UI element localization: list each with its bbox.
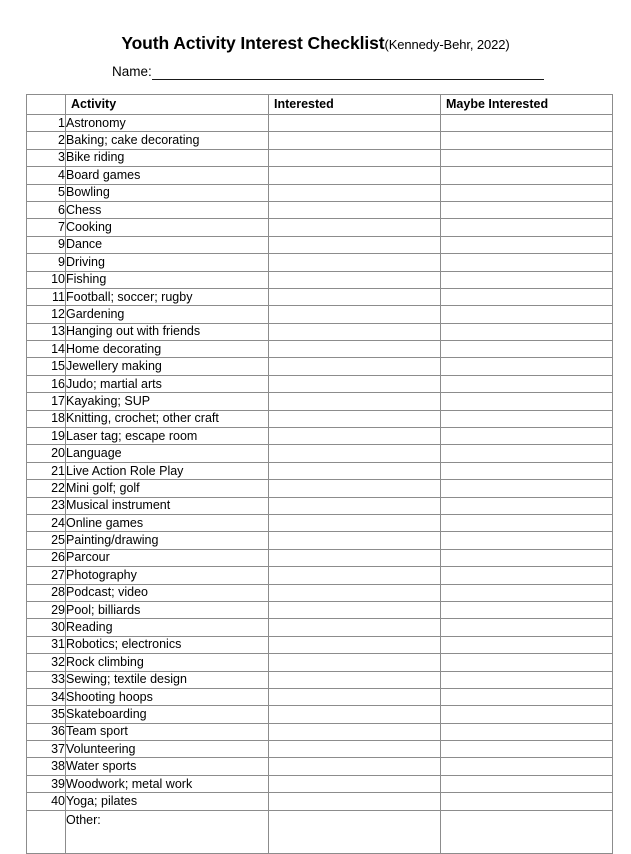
row-number: 18 (27, 410, 66, 427)
interested-checkbox-cell[interactable] (269, 532, 441, 549)
interested-checkbox-cell[interactable] (269, 271, 441, 288)
row-number: 11 (27, 288, 66, 305)
row-number: 33 (27, 671, 66, 688)
maybe-interested-checkbox-cell[interactable] (441, 584, 613, 601)
activity-name: Dance (66, 236, 269, 253)
maybe-interested-checkbox-cell[interactable] (441, 115, 613, 132)
activity-name: Photography (66, 567, 269, 584)
activity-name: Bowling (66, 184, 269, 201)
activity-name: Mini golf; golf (66, 480, 269, 497)
interested-checkbox-cell[interactable] (269, 115, 441, 132)
maybe-interested-checkbox-cell[interactable] (441, 601, 613, 618)
row-number: 13 (27, 323, 66, 340)
row-number: 19 (27, 428, 66, 445)
row-number: 17 (27, 393, 66, 410)
row-number: 6 (27, 201, 66, 218)
row-number: 27 (27, 567, 66, 584)
row-number: 28 (27, 584, 66, 601)
row-number: 22 (27, 480, 66, 497)
maybe-interested-checkbox-cell[interactable] (441, 271, 613, 288)
interested-checkbox-cell[interactable] (269, 201, 441, 218)
table-row (27, 393, 613, 410)
table-row (27, 132, 613, 149)
activity-name: Podcast; video (66, 584, 269, 601)
maybe-interested-checkbox-cell[interactable] (441, 706, 613, 723)
activity-name: Volunteering (66, 741, 269, 758)
interested-checkbox-cell[interactable] (269, 254, 441, 271)
column-header-interested: Interested (269, 95, 441, 115)
table-body (27, 115, 613, 854)
row-number: 35 (27, 706, 66, 723)
table-row (27, 410, 613, 427)
table-row (27, 184, 613, 201)
row-number: 12 (27, 306, 66, 323)
activity-name: Board games (66, 167, 269, 184)
maybe-interested-checkbox-cell[interactable] (441, 532, 613, 549)
activity-name: Online games (66, 514, 269, 531)
maybe-interested-checkbox-cell[interactable] (441, 671, 613, 688)
maybe-interested-checkbox-cell[interactable] (441, 167, 613, 184)
row-number: 32 (27, 654, 66, 671)
row-number (27, 810, 66, 853)
maybe-interested-checkbox-cell[interactable] (441, 688, 613, 705)
interested-checkbox-cell[interactable] (269, 480, 441, 497)
interested-checkbox-cell[interactable] (269, 219, 441, 236)
maybe-interested-checkbox-cell[interactable] (441, 219, 613, 236)
row-number: 1 (27, 115, 66, 132)
maybe-interested-checkbox-cell[interactable] (441, 775, 613, 792)
table-row (27, 741, 613, 758)
interested-checkbox-cell[interactable] (269, 601, 441, 618)
table-row (27, 619, 613, 636)
row-number: 37 (27, 741, 66, 758)
table-row (27, 723, 613, 740)
interested-checkbox-cell[interactable] (269, 497, 441, 514)
maybe-interested-checkbox-cell[interactable] (441, 323, 613, 340)
maybe-interested-checkbox-cell[interactable] (441, 514, 613, 531)
table-row (27, 584, 613, 601)
maybe-interested-checkbox-cell[interactable] (441, 288, 613, 305)
row-number: 23 (27, 497, 66, 514)
table-row (27, 201, 613, 218)
interested-checkbox-cell[interactable] (269, 341, 441, 358)
row-number: 29 (27, 601, 66, 618)
table-row (27, 775, 613, 792)
interested-checkbox-cell[interactable] (269, 358, 441, 375)
row-number: 26 (27, 549, 66, 566)
activity-name: Jewellery making (66, 358, 269, 375)
activity-name: Rock climbing (66, 654, 269, 671)
row-number: 2 (27, 132, 66, 149)
maybe-interested-checkbox-cell[interactable] (441, 758, 613, 775)
maybe-interested-checkbox-cell[interactable] (441, 723, 613, 740)
table-row (27, 758, 613, 775)
name-field-row (112, 64, 544, 80)
activity-name: Live Action Role Play (66, 462, 269, 479)
maybe-interested-checkbox-cell[interactable] (441, 201, 613, 218)
row-number: 25 (27, 532, 66, 549)
activity-name: Water sports (66, 758, 269, 775)
interested-checkbox-cell[interactable] (269, 654, 441, 671)
maybe-interested-checkbox-cell[interactable] (441, 236, 613, 253)
activity-name: Musical instrument (66, 497, 269, 514)
interested-checkbox-cell[interactable] (269, 323, 441, 340)
table-row (27, 567, 613, 584)
table-header (27, 95, 613, 115)
row-number: 36 (27, 723, 66, 740)
row-number: 7 (27, 219, 66, 236)
activity-name: Home decorating (66, 341, 269, 358)
activity-name: Sewing; textile design (66, 671, 269, 688)
interested-checkbox-cell[interactable] (269, 149, 441, 166)
table-row (27, 793, 613, 810)
maybe-interested-checkbox-cell[interactable] (441, 375, 613, 392)
interested-checkbox-cell[interactable] (269, 567, 441, 584)
table-row (27, 688, 613, 705)
interested-checkbox-cell[interactable] (269, 236, 441, 253)
interested-checkbox-cell[interactable] (269, 132, 441, 149)
row-number: 4 (27, 167, 66, 184)
activity-name: Judo; martial arts (66, 375, 269, 392)
table-row (27, 306, 613, 323)
maybe-interested-checkbox-cell[interactable] (441, 410, 613, 427)
page-title (0, 33, 631, 54)
table-row (27, 480, 613, 497)
table-row (27, 271, 613, 288)
maybe-interested-checkbox-cell[interactable] (441, 428, 613, 445)
row-number: 20 (27, 445, 66, 462)
row-number: 3 (27, 149, 66, 166)
interested-checkbox-cell[interactable] (269, 636, 441, 653)
table-row (27, 671, 613, 688)
row-number: 31 (27, 636, 66, 653)
table-row (27, 341, 613, 358)
activity-name: Baking; cake decorating (66, 132, 269, 149)
maybe-interested-checkbox-cell[interactable] (441, 793, 613, 810)
interested-checkbox-cell[interactable] (269, 584, 441, 601)
interested-checkbox-cell[interactable] (269, 671, 441, 688)
maybe-interested-checkbox-cell[interactable] (441, 497, 613, 514)
interested-checkbox-cell[interactable] (269, 810, 441, 853)
activity-name: Laser tag; escape room (66, 428, 269, 445)
interested-checkbox-cell[interactable] (269, 445, 441, 462)
activity-name: Fishing (66, 271, 269, 288)
interested-checkbox-cell[interactable] (269, 793, 441, 810)
row-number: 38 (27, 758, 66, 775)
checklist-table (26, 94, 613, 854)
maybe-interested-checkbox-cell[interactable] (441, 549, 613, 566)
table-row (27, 428, 613, 445)
interested-checkbox-cell[interactable] (269, 514, 441, 531)
interested-checkbox-cell[interactable] (269, 288, 441, 305)
activity-name: Woodwork; metal work (66, 775, 269, 792)
maybe-interested-checkbox-cell[interactable] (441, 132, 613, 149)
maybe-interested-checkbox-cell[interactable] (441, 184, 613, 201)
interested-checkbox-cell[interactable] (269, 619, 441, 636)
interested-checkbox-cell[interactable] (269, 410, 441, 427)
interested-checkbox-cell[interactable] (269, 393, 441, 410)
activity-name: Team sport (66, 723, 269, 740)
row-number: 40 (27, 793, 66, 810)
table-row (27, 236, 613, 253)
activity-name: Pool; billiards (66, 601, 269, 618)
column-header-number (27, 95, 66, 115)
table-row (27, 358, 613, 375)
table-row (27, 462, 613, 479)
row-number: 10 (27, 271, 66, 288)
table-row (27, 167, 613, 184)
activity-name: Chess (66, 201, 269, 218)
maybe-interested-checkbox-cell[interactable] (441, 567, 613, 584)
page-title-main: Youth Activity Interest Checklist (121, 33, 385, 53)
row-number: 16 (27, 375, 66, 392)
maybe-interested-checkbox-cell[interactable] (441, 462, 613, 479)
row-number: 15 (27, 358, 66, 375)
activity-name: Parcour (66, 549, 269, 566)
column-header-activity: Activity (66, 95, 269, 115)
activity-name: Gardening (66, 306, 269, 323)
table-row (27, 810, 613, 853)
interested-checkbox-cell[interactable] (269, 741, 441, 758)
table-header-row (27, 95, 613, 115)
table-row (27, 323, 613, 340)
maybe-interested-checkbox-cell[interactable] (441, 619, 613, 636)
activity-name: Hanging out with friends (66, 323, 269, 340)
activity-name: Shooting hoops (66, 688, 269, 705)
activity-name: Skateboarding (66, 706, 269, 723)
table-row (27, 532, 613, 549)
maybe-interested-checkbox-cell[interactable] (441, 654, 613, 671)
activity-name: Robotics; electronics (66, 636, 269, 653)
maybe-interested-checkbox-cell[interactable] (441, 341, 613, 358)
row-number: 30 (27, 619, 66, 636)
activity-name: Reading (66, 619, 269, 636)
interested-checkbox-cell[interactable] (269, 167, 441, 184)
row-number: 9 (27, 254, 66, 271)
row-number: 24 (27, 514, 66, 531)
other-activity-label: Other: (66, 810, 269, 853)
activity-name: Kayaking; SUP (66, 393, 269, 410)
maybe-interested-checkbox-cell[interactable] (441, 358, 613, 375)
row-number: 5 (27, 184, 66, 201)
row-number: 21 (27, 462, 66, 479)
maybe-interested-checkbox-cell[interactable] (441, 810, 613, 853)
table-row (27, 375, 613, 392)
interested-checkbox-cell[interactable] (269, 723, 441, 740)
interested-checkbox-cell[interactable] (269, 428, 441, 445)
interested-checkbox-cell[interactable] (269, 706, 441, 723)
table-row (27, 149, 613, 166)
table-row (27, 288, 613, 305)
maybe-interested-checkbox-cell[interactable] (441, 445, 613, 462)
table-row (27, 549, 613, 566)
activity-name: Painting/drawing (66, 532, 269, 549)
maybe-interested-checkbox-cell[interactable] (441, 636, 613, 653)
interested-checkbox-cell[interactable] (269, 375, 441, 392)
interested-checkbox-cell[interactable] (269, 758, 441, 775)
interested-checkbox-cell[interactable] (269, 462, 441, 479)
activity-name: Football; soccer; rugby (66, 288, 269, 305)
maybe-interested-checkbox-cell[interactable] (441, 306, 613, 323)
table-row (27, 514, 613, 531)
maybe-interested-checkbox-cell[interactable] (441, 254, 613, 271)
activity-name: Cooking (66, 219, 269, 236)
table-row (27, 219, 613, 236)
table-row (27, 115, 613, 132)
name-label: Name: (112, 64, 152, 79)
interested-checkbox-cell[interactable] (269, 775, 441, 792)
maybe-interested-checkbox-cell[interactable] (441, 480, 613, 497)
maybe-interested-checkbox-cell[interactable] (441, 741, 613, 758)
activity-name: Language (66, 445, 269, 462)
row-number: 9 (27, 236, 66, 253)
table-row (27, 254, 613, 271)
activity-name: Yoga; pilates (66, 793, 269, 810)
row-number: 14 (27, 341, 66, 358)
maybe-interested-checkbox-cell[interactable] (441, 149, 613, 166)
row-number: 39 (27, 775, 66, 792)
interested-checkbox-cell[interactable] (269, 184, 441, 201)
activity-name: Bike riding (66, 149, 269, 166)
table-row (27, 497, 613, 514)
activity-name: Astronomy (66, 115, 269, 132)
activity-name: Driving (66, 254, 269, 271)
table-row (27, 636, 613, 653)
table-row (27, 706, 613, 723)
checklist-table-container (26, 94, 612, 854)
column-header-maybe-interested: Maybe Interested (441, 95, 613, 115)
row-number: 34 (27, 688, 66, 705)
table-row (27, 654, 613, 671)
name-input[interactable] (152, 65, 544, 80)
activity-name: Knitting, crochet; other craft (66, 410, 269, 427)
table-row (27, 601, 613, 618)
maybe-interested-checkbox-cell[interactable] (441, 393, 613, 410)
page-title-citation: (Kennedy-Behr, 2022) (384, 37, 510, 52)
interested-checkbox-cell[interactable] (269, 306, 441, 323)
interested-checkbox-cell[interactable] (269, 549, 441, 566)
interested-checkbox-cell[interactable] (269, 688, 441, 705)
table-row (27, 445, 613, 462)
